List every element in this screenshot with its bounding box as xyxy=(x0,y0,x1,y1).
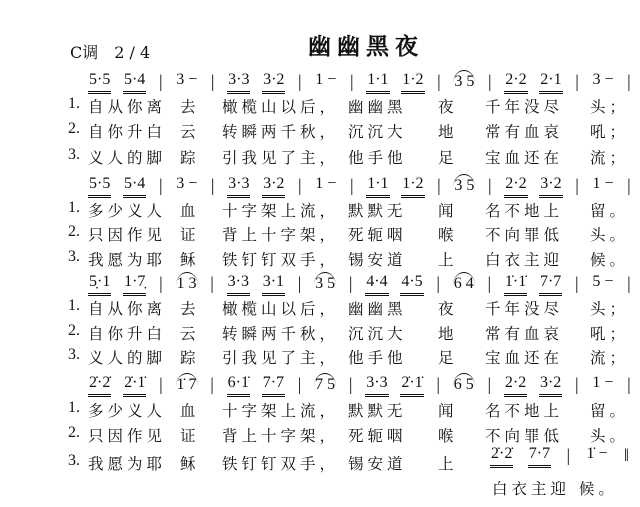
lyric-line xyxy=(0,248,640,270)
lyric-segment: 头； xyxy=(590,300,630,318)
lyric-line xyxy=(0,199,640,221)
barline: | xyxy=(158,71,163,91)
lyric-segment: 上 xyxy=(438,455,458,473)
lyric-line xyxy=(0,223,640,245)
barline: | xyxy=(159,374,163,394)
barline: | xyxy=(436,273,441,293)
lyric-segment: 踪 xyxy=(180,149,200,167)
note-group: 3·2 xyxy=(539,373,562,397)
lyric-segment: 转瞬两千秋， xyxy=(222,325,340,343)
verse-number: 3. xyxy=(68,248,80,265)
lyric-line xyxy=(0,322,640,344)
note-group: 6·1̇ xyxy=(227,373,250,397)
lyric-segment: 云 xyxy=(180,325,200,343)
lyric-segment: 闻 xyxy=(438,402,458,420)
lyric-segment: 稣 xyxy=(180,251,200,269)
notation-line xyxy=(88,272,632,298)
note-group: 3·3 xyxy=(365,373,388,397)
lyric-segment: 喉 xyxy=(438,427,458,445)
notation-line xyxy=(88,373,632,399)
note-group: 1̇·1̇ xyxy=(504,272,527,296)
verse-number: 2. xyxy=(68,424,80,441)
note: 1 − xyxy=(315,175,337,192)
note-group: 1·7̣ xyxy=(123,272,146,296)
barline: | xyxy=(348,273,353,293)
note-group: 3·3 xyxy=(227,70,250,94)
slurred-notes: 3 5 xyxy=(314,272,336,294)
lyric-segment: 引我见了主， xyxy=(222,149,340,167)
lyric-segment: 死轭咽 xyxy=(348,427,407,445)
barline: | xyxy=(437,175,441,195)
note-group: 7·7 xyxy=(539,272,562,296)
barline: | xyxy=(575,273,579,293)
note-group: 3·2 xyxy=(539,174,562,198)
lyric-segment: 只因作见 xyxy=(88,427,167,445)
note-group: 1·1 xyxy=(366,70,389,94)
lyric-segment: 多少义人 xyxy=(88,402,167,420)
lyric-segment: 地 xyxy=(438,123,458,141)
note-group: 2̇·2̇ xyxy=(88,373,111,397)
note: 1 − xyxy=(592,175,614,192)
lyric-segment: 血 xyxy=(180,202,200,220)
note: 3 − xyxy=(176,175,198,192)
lyric-segment: 多少义人 xyxy=(88,202,167,220)
lyric-segment: 千年没尽 xyxy=(485,300,564,318)
verse-number: 2. xyxy=(68,120,80,137)
note-group: 2̇·1̇ xyxy=(400,373,423,397)
lyric-segment: 橄榄山以后， xyxy=(222,300,340,318)
note-group: 2̇·2̇ xyxy=(490,444,513,468)
lyric-segment: 不向罪低 xyxy=(485,427,564,445)
barline: | xyxy=(627,175,631,195)
lyric-segment: 他手他 xyxy=(348,349,407,367)
barline: | xyxy=(210,273,214,293)
barline: | xyxy=(575,175,579,195)
slurred-notes: 7 5 xyxy=(314,373,336,395)
lyric-segment: 上 xyxy=(438,251,458,269)
verse-number: 3. xyxy=(68,346,80,363)
lyric-segment: 吼； xyxy=(590,325,630,343)
note-group: 4·5 xyxy=(400,272,423,296)
barline: | xyxy=(349,71,354,91)
lyric-segment: 头； xyxy=(590,98,630,116)
lyric-segment: 不向罪低 xyxy=(485,226,564,244)
lyric-segment: 白衣主迎 候。 xyxy=(492,480,618,498)
lyric-line xyxy=(0,146,640,168)
lyric-segment: 千年没尽 xyxy=(485,98,564,116)
lyric-segment: 喉 xyxy=(438,226,458,244)
lyric-segment: 稣 xyxy=(180,455,200,473)
lyric-segment: 闻 xyxy=(438,202,458,220)
lyric-segment: 证 xyxy=(180,226,200,244)
lyric-segment: 只因作见 xyxy=(88,226,167,244)
barline: | xyxy=(575,71,579,91)
lyric-segment: 白衣主迎 xyxy=(485,251,564,269)
slurred-notes: 6 5 xyxy=(453,373,475,395)
lyric-segment: 留。 xyxy=(590,202,630,220)
note-group: 3·3 xyxy=(227,272,250,296)
note-group: 2·2 xyxy=(504,70,527,94)
lyric-segment: 常有血哀 xyxy=(485,325,564,343)
note-group: 5·4 xyxy=(123,174,146,198)
lyric-segment: 沉沉大 xyxy=(348,325,407,343)
lyric-segment: 去 xyxy=(180,300,200,318)
note-group: 3·2 xyxy=(262,70,285,94)
lyric-segment: 常有血哀 xyxy=(485,123,564,141)
verse-number: 3. xyxy=(68,146,80,163)
verse-number: 1. xyxy=(68,199,80,216)
barline: | xyxy=(436,374,441,394)
song-title: 幽幽黑夜 xyxy=(308,34,424,60)
lyric-segment: 转瞬两千秋， xyxy=(222,123,340,141)
barline: | xyxy=(487,374,492,394)
lyric-line xyxy=(0,424,640,446)
lyric-segment: 默默无 xyxy=(348,402,407,420)
note-group: 5·4 xyxy=(123,70,146,94)
note-group: 4·4 xyxy=(365,272,388,296)
lyric-segment: 自从你离 xyxy=(88,300,167,318)
lyric-segment: 宝血还在 xyxy=(485,349,564,367)
lyric-segment: 流； xyxy=(590,149,630,167)
lyric-segment: 足 xyxy=(438,149,458,167)
note-group: 5̣·1 xyxy=(88,272,111,296)
lyric-segment: 宝血还在 xyxy=(485,149,564,167)
lyric-segment: 锡安道 xyxy=(348,251,407,269)
barline: | xyxy=(210,374,214,394)
lyric-line xyxy=(0,297,640,319)
lyric-segment: 流； xyxy=(590,349,630,367)
lyric-line xyxy=(0,95,640,117)
note: 1 − xyxy=(592,374,614,391)
key-and-time-signature: C调 2 / 4 xyxy=(70,43,151,62)
verse-number: 1. xyxy=(68,95,80,112)
note: 3 − xyxy=(176,71,198,88)
barline: | xyxy=(487,273,492,293)
lyric-segment: 默默无 xyxy=(348,202,407,220)
lyric-segment: 自从你离 xyxy=(88,98,167,116)
note-group: 1·2 xyxy=(401,174,424,198)
note: 3 − xyxy=(592,71,614,88)
lyric-segment: 沉沉大 xyxy=(348,123,407,141)
lyric-segment: 背上十字架， xyxy=(222,226,340,244)
lyric-segment: 铁钉钉双手， xyxy=(222,455,340,473)
barline: | xyxy=(298,175,302,195)
note-group: 2·1 xyxy=(539,70,562,94)
lyric-segment: 幽幽黑 xyxy=(348,98,407,116)
lyric-segment: 足 xyxy=(438,349,458,367)
verse-number: 2. xyxy=(68,322,80,339)
lyric-segment: 义人的脚 xyxy=(88,349,167,367)
lyric-line xyxy=(0,346,640,368)
barline: | xyxy=(627,374,631,394)
lyric-segment: 吼； xyxy=(590,123,630,141)
lyric-segment: 去 xyxy=(180,98,200,116)
barline: | xyxy=(349,175,354,195)
barline: | xyxy=(488,175,492,195)
note-group: 3·2 xyxy=(262,174,285,198)
lyric-segment: 自你升白 xyxy=(88,123,167,141)
lyric-segment: 锡安道 xyxy=(348,455,407,473)
lyric-segment: 背上十字架， xyxy=(222,427,340,445)
slurred-notes: 1̇ 7 xyxy=(176,373,198,395)
barline: | xyxy=(627,71,631,91)
lyric-segment: 地 xyxy=(438,325,458,343)
barline: | xyxy=(210,175,215,195)
notation-line xyxy=(88,70,632,96)
note-group: 2·2 xyxy=(504,174,527,198)
note-group: 5·5 xyxy=(88,174,111,198)
barline: ‖ xyxy=(623,445,629,465)
verse-number: 3. xyxy=(68,452,80,469)
ending-notation xyxy=(490,444,630,470)
note-group: 3·3 xyxy=(227,174,250,198)
lyric-segment: 候。 xyxy=(590,251,630,269)
note-group: 5·5 xyxy=(88,70,111,94)
slurred-notes: 3 5 xyxy=(453,174,475,196)
lyric-segment: 义人的脚 xyxy=(88,149,167,167)
lyric-segment: 踪 xyxy=(180,349,200,367)
lyric-segment: 夜 xyxy=(438,98,458,116)
note-group: 3·1 xyxy=(262,272,285,296)
note: 5 − xyxy=(592,273,614,290)
note-group: 1·1 xyxy=(366,174,389,198)
note-group: 7·7 xyxy=(262,373,285,397)
lyric-segment: 头。 xyxy=(590,427,630,445)
lyric-segment: 死轭咽 xyxy=(348,226,407,244)
note-group: 7·7 xyxy=(528,444,551,468)
verse-number: 1. xyxy=(68,399,80,416)
lyric-segment: 头。 xyxy=(590,226,630,244)
lyric-segment: 引我见了主， xyxy=(222,349,340,367)
barline: | xyxy=(627,273,631,293)
lyric-segment: 自你升白 xyxy=(88,325,167,343)
barline: | xyxy=(298,71,302,91)
notation-line xyxy=(88,174,632,200)
slurred-notes: 6 4 xyxy=(453,272,475,294)
lyric-segment: 云 xyxy=(180,123,200,141)
lyric-segment: 证 xyxy=(180,427,200,445)
final-barline: 1̇ − xyxy=(586,445,608,462)
note: 1 − xyxy=(315,71,337,88)
slurred-notes: 1 3 xyxy=(176,272,198,294)
barline: | xyxy=(297,374,302,394)
verse-number: 2. xyxy=(68,223,80,240)
lyric-segment: 我愿为耶 xyxy=(88,251,167,269)
barline: | xyxy=(575,374,579,394)
barline: | xyxy=(348,374,353,394)
lyric-line xyxy=(0,399,640,421)
lyric-segment: 幽幽黑 xyxy=(348,300,407,318)
lyric-segment: 十字架上流， xyxy=(222,402,340,420)
barline: | xyxy=(158,175,163,195)
lyric-segment: 十字架上流， xyxy=(222,202,340,220)
verse-number: 1. xyxy=(68,297,80,314)
note-group: 2̇·1̇ xyxy=(123,373,146,397)
lyric-line xyxy=(0,120,640,142)
lyric-segment: 名不地上 xyxy=(485,202,564,220)
lyric-segment: 他手他 xyxy=(348,149,407,167)
barline: | xyxy=(159,273,163,293)
slurred-notes: 3 5 xyxy=(453,70,475,92)
lyric-segment: 血 xyxy=(180,402,200,420)
note-group: 2·2 xyxy=(504,373,527,397)
lyric-segment: 夜 xyxy=(438,300,458,318)
barline: | xyxy=(488,71,492,91)
lyric-segment: 我愿为耶 xyxy=(88,455,167,473)
lyric-segment: 留。 xyxy=(590,402,630,420)
lyric-segment: 铁钉钉双手， xyxy=(222,251,340,269)
barline: | xyxy=(297,273,302,293)
lyric-segment: 名不地上 xyxy=(485,402,564,420)
ending-lyric-line xyxy=(0,477,640,499)
barline: | xyxy=(210,71,215,91)
barline: | xyxy=(437,71,441,91)
lyric-segment: 橄榄山以后， xyxy=(222,98,340,116)
barline: | xyxy=(566,445,571,465)
note-group: 1·2 xyxy=(401,70,424,94)
